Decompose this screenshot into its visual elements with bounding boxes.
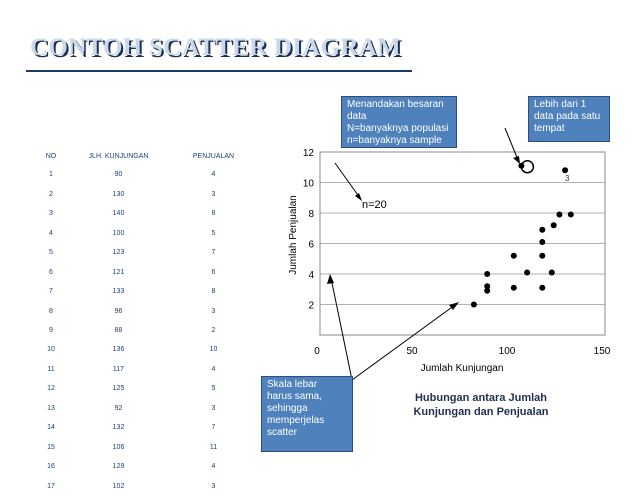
data-point [484,288,490,294]
table-cell: 13 [47,404,55,412]
table-cell: 4 [211,463,216,471]
table-cell: 130 [112,190,125,198]
x-tick-label: 0 [314,346,320,357]
x-tick-label: 50 [406,346,418,357]
caption-line-1: Hubungan antara Jumlah [414,392,548,404]
chart-grid [320,152,605,305]
table-cell: 12 [47,385,55,393]
table-cell: 10 [209,346,218,354]
callout-line: memperjelas [267,415,325,426]
table-cell: 2 [211,326,216,334]
callout-sample-size [341,96,457,148]
data-point [539,285,545,291]
data-point [511,253,517,259]
callout-line: tempat [534,123,565,134]
table-row [36,477,256,496]
table-cell: 17 [47,482,55,490]
table-cell: 133 [112,288,125,296]
callout-multiple-data [528,96,610,142]
arrow-line [505,128,518,160]
callout-line: harus sama, [267,391,323,402]
table-cell: 14 [47,424,55,432]
data-point [511,285,517,291]
table-cell: 5 [49,249,53,257]
table-cell: 5 [211,229,216,237]
callout-arrows [327,128,520,380]
table-cell: 4 [211,171,216,179]
table-cell: 3 [49,210,53,218]
table-cell: 3 [211,482,216,490]
y-tick-label: 10 [302,178,314,190]
x-tick-label: 100 [498,346,516,357]
table-cell: 7 [211,249,216,257]
table-cell: 140 [112,210,125,218]
arrow-line [335,163,360,198]
table-cell: 6 [49,268,53,276]
callout-scale [261,376,353,452]
y-axis-label: Jumlah Penjualan [288,195,299,275]
y-tick-label: 6 [308,239,314,251]
table-cell: 4 [49,229,53,237]
table-cell: 7 [49,288,53,296]
y-tick-label: 12 [302,148,314,159]
data-point [568,212,574,218]
callout-line: data [347,111,367,122]
table-header-cell: JLH. KUNJUNGAN [88,152,149,160]
data-point [549,269,555,275]
table-cell: 8 [49,307,53,315]
table-cell: 16 [47,463,55,471]
data-point [539,239,545,245]
table-cell: 8 [211,210,216,218]
callout-line: scatter [267,427,298,438]
data-point [539,227,545,233]
data-point [471,302,477,308]
caption-line-2: Kunjungan dan Penjualan [413,406,549,418]
table-cell: 9 [49,326,53,334]
table-cell: 3 [211,404,216,412]
table-cell: 4 [211,365,216,373]
table-cell: 11 [209,443,218,451]
chart-caption [398,391,564,419]
table-cell: 100 [112,229,125,237]
data-point [524,269,530,275]
arrow-line [331,278,352,380]
table-cell: 132 [112,424,125,432]
table-cell: 5 [211,385,216,393]
table-cell: 125 [112,385,125,393]
table-cell: 1 [49,171,53,179]
callout-line: data pada satu [534,111,601,122]
table-cell: 3 [211,307,216,315]
table-cell: 15 [47,443,55,451]
arrow-head [513,156,520,164]
callout-line: Menandakan besaran [347,99,444,110]
table-header-cell: NO [45,152,57,160]
table-cell: 129 [112,463,125,471]
data-point [562,167,568,173]
arrow-head [327,274,334,284]
data-point [551,222,557,228]
table-cell: 123 [112,249,125,257]
table-cell: 3 [211,190,216,198]
data-point [539,253,545,259]
table-cell: 136 [112,346,125,354]
sample-size-annotation: n=20 [362,199,387,211]
table-cell: 96 [114,307,123,315]
data-point [484,271,490,277]
table-cell: 90 [114,171,123,179]
y-tick-label: 2 [308,300,314,312]
table-header-cell: PENJUALAN [192,152,235,160]
table-cell: 88 [114,326,123,334]
arrow-head [355,193,362,201]
x-tick-label: 150 [593,346,611,357]
table-cell: 6 [211,268,216,276]
table-cell: 92 [114,404,123,412]
y-tick-label: 8 [308,209,314,220]
callout-line: Lebih dari 1 [534,99,587,110]
table-cell: 11 [47,365,55,373]
multi-point-count-label: 3 [565,174,570,183]
x-axis-label: Jumlah Kunjungan [420,363,504,374]
table-cell: 2 [49,190,53,198]
y-tick-label: 4 [308,270,314,281]
callout-line: Skala lebar [267,379,318,390]
callout-line: sehingga [267,403,308,414]
callout-line: N=banyaknya populasi [347,123,449,134]
table-cell: 7 [211,424,216,432]
table-cell: 102 [112,482,125,490]
table-cell: 10 [47,346,55,354]
data-point [556,212,562,218]
page-title: CONTOH SCATTER DIAGRAM [30,34,401,61]
table-cell: 106 [112,443,125,451]
table-cell: 121 [112,268,125,276]
table-cell: 117 [112,365,125,373]
table-cell: 8 [211,288,216,296]
callout-line: n=banyaknya sample [347,135,442,146]
